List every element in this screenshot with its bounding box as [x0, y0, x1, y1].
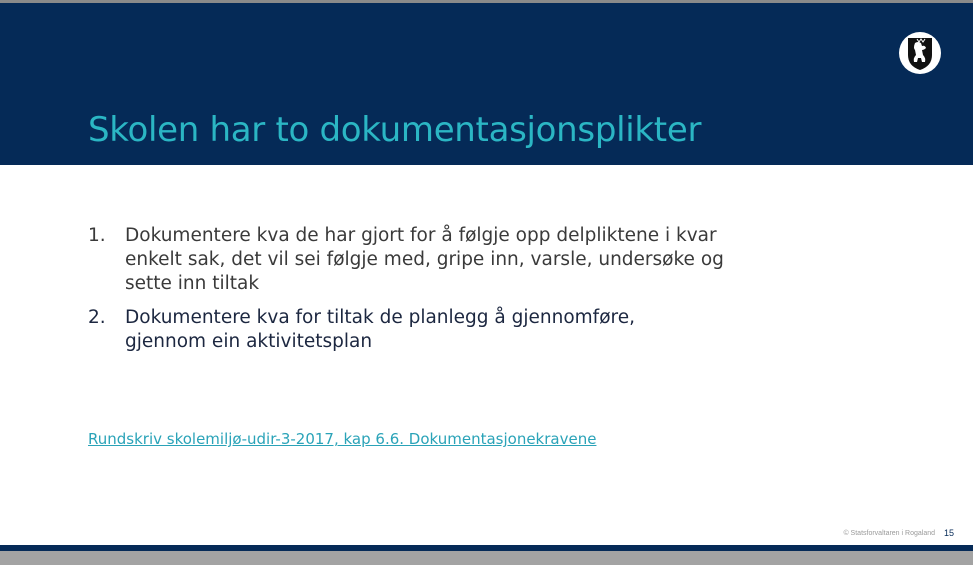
footer-copyright: © Statsforvaltaren i Rogaland — [843, 530, 935, 537]
list-item — [88, 306, 728, 354]
list-item — [88, 224, 728, 296]
list-item-number: 2. — [88, 307, 106, 328]
list-item-text: Dokumentere kva for tiltak de planlegg å gjennomføre, — [125, 307, 635, 328]
list-item-text: gjennom ein aktivitetsplan — [125, 331, 373, 352]
slide-title: Skolen har to dokumentasjonsplikter — [88, 110, 702, 150]
list-item-text: enkelt sak, det vil sei følgje med, gripe inn, varsle, undersøke og — [125, 249, 724, 270]
page-number: 15 — [943, 528, 954, 538]
list-item-text: sette inn tiltak — [125, 273, 260, 294]
list-item-text: Dokumentere kva de har gjort for å følgje opp delpliktene i kvar — [125, 225, 717, 246]
coat-of-arms-lion-icon — [899, 32, 941, 74]
bottom-window-border — [0, 551, 973, 565]
obligations-list — [88, 224, 728, 364]
list-item-number: 1. — [88, 225, 106, 246]
source-reference-link[interactable]: Rundskriv skolemiljø-udir-3-2017, kap 6.6. Dokumentasjonekravene — [88, 430, 597, 448]
